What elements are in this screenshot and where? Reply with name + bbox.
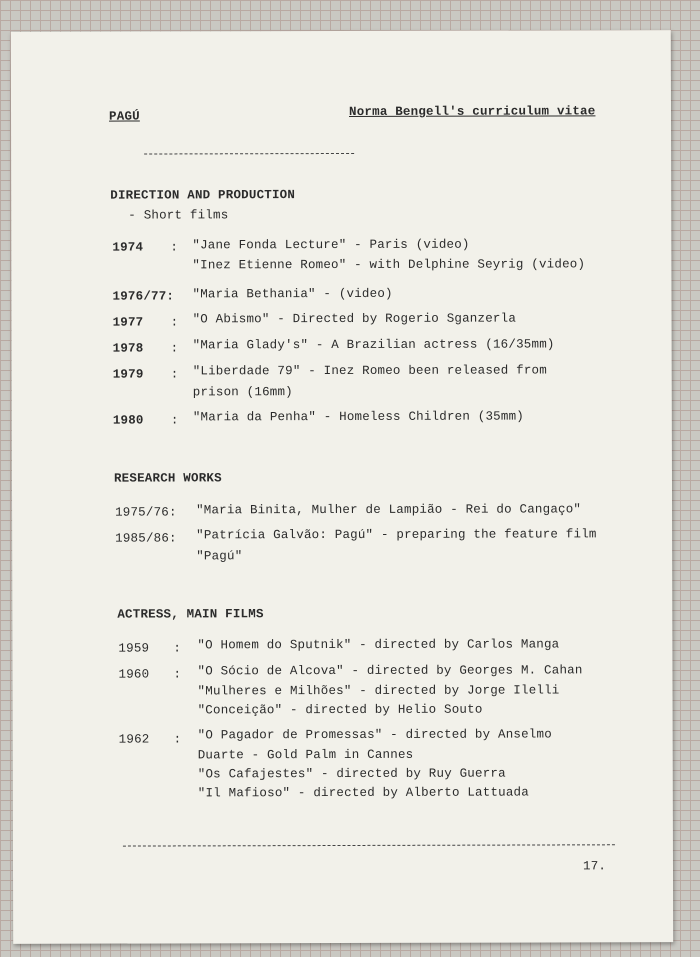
entry-line: "Jane Fonda Lecture" - Paris (video) (192, 237, 470, 253)
entry-sep: : (170, 341, 179, 356)
entry-line: "Patrícia Galvão: Pagú" - preparing the feature film (196, 527, 597, 543)
entry-line: "O Abismo" - Directed by Rogerio Sganzerla (192, 311, 517, 327)
entry-sep: : (173, 667, 182, 682)
entry-sep: : (170, 413, 179, 428)
entry-year: 1978 (112, 341, 144, 356)
section-title-research: RESEARCH WORKS (113, 471, 222, 486)
entry-line: "Maria Bethania" - (video) (192, 286, 393, 302)
page-number: 17. (582, 859, 607, 874)
entry-year: 1976/77: (112, 289, 175, 304)
header-title-right: Norma Bengell's curriculum vitae (348, 104, 596, 119)
header-title-left: PAGÚ (109, 109, 140, 124)
entry-year: 1980 (112, 413, 144, 428)
entry-year: 1975/76: (115, 505, 177, 520)
entry-sep: : (170, 367, 179, 382)
entry-year: 1985/86: (115, 531, 177, 546)
entry-line: "O Sócio de Alcova" - directed by Georges M. Cahan (197, 663, 583, 679)
entry-line: prison (16mm) (192, 385, 293, 400)
entry-year: 1959 (118, 641, 150, 656)
entry-year: 1979 (112, 367, 144, 382)
entry-year: 1974 (112, 240, 144, 255)
entry-sep: : (170, 315, 179, 330)
entry-line: "Mulheres e Milhões" - directed by Jorge Ilelli (197, 683, 560, 699)
entry-line: Duarte - Gold Palm in Cannes (197, 747, 414, 763)
section-subtitle-short-films: - Short films (128, 208, 229, 223)
entry-sep: : (173, 641, 182, 656)
footer-dashed-rule (123, 844, 615, 846)
section-title-direction: DIRECTION AND PRODUCTION (110, 188, 296, 203)
entry-line: "Pagú" (196, 549, 243, 564)
entry-line: "O Pagador de Promessas" - directed by Anselmo (197, 727, 552, 743)
entry-year: 1977 (112, 315, 144, 330)
entry-year: 1962 (118, 732, 150, 747)
entry-sep: : (170, 240, 179, 255)
entry-line: "Maria da Penha" - Homeless Children (35mm) (192, 409, 524, 425)
entry-line: "Maria Glady's" - A Brazilian actress (16/35mm) (192, 337, 555, 353)
document-page (11, 30, 673, 944)
entry-year: 1960 (118, 667, 150, 682)
entry-line: "O Homem do Sputnik" - directed by Carlos Manga (197, 637, 560, 653)
entry-line: "Il Mafioso" - directed by Alberto Lattuada (197, 785, 529, 801)
entry-line: "Inez Etienne Romeo" - with Delphine Seyrig (video) (192, 257, 586, 273)
entry-line: "Liberdade 79" - Inez Romeo been released from (192, 363, 547, 379)
entry-line: "Maria Binita, Mulher de Lampião - Rei do Cangaço" (196, 502, 582, 518)
entry-line: "Conceição" - directed by Helio Souto (197, 702, 483, 718)
section-title-actress: ACTRESS, MAIN FILMS (117, 607, 264, 622)
entry-sep: : (173, 732, 182, 747)
entry-line: "Os Cafajestes" - directed by Ruy Guerra (197, 766, 506, 782)
header-dashed-rule (144, 153, 354, 155)
